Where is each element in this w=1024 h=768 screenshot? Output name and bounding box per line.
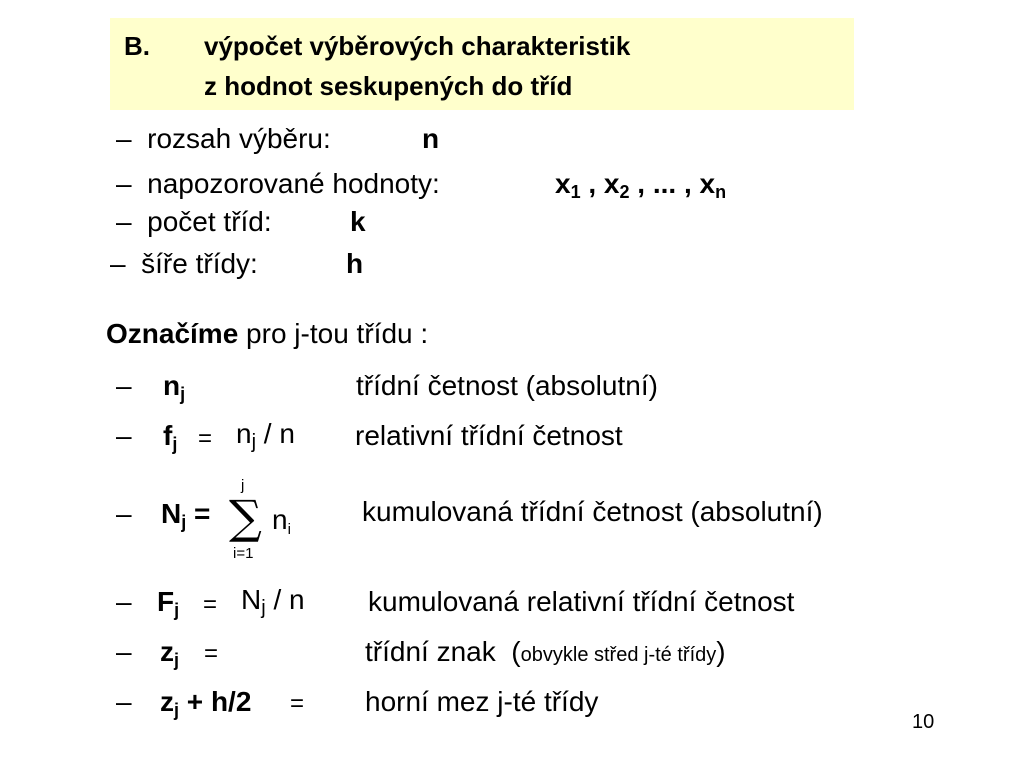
equals-fj: = [198, 425, 213, 452]
param-label: napozorované hodnoty: [147, 168, 440, 199]
desc-zj: třídní znak (obvykle střed j-té třídy) [365, 636, 726, 667]
bullet: – [116, 686, 132, 717]
param-width [110, 250, 258, 278]
param-value-x: $x_1$ , $x_2$ , ... , $x_n$ [555, 168, 727, 202]
sum-sigma: ∑ [229, 490, 262, 544]
equals-Fj: = [203, 591, 218, 618]
sum-upper-limit: j [241, 477, 245, 494]
bullet: – [116, 370, 132, 401]
equals-zj: = [204, 640, 219, 667]
desc-fj: relativní třídní četnost [355, 420, 623, 451]
sum-lower-limit: i=1 [233, 545, 254, 562]
param-label: počet tříd: [147, 206, 272, 237]
param-label: šíře třídy: [141, 248, 258, 279]
title-line1: výpočet výběrových charakteristik [204, 31, 631, 61]
desc-zjh: horní mez j-té třídy [365, 686, 599, 717]
bullet: – [116, 168, 132, 199]
bullet: – [116, 498, 132, 529]
bullet: – [110, 248, 126, 279]
desc-Fj: kumulovaná relativní třídní četnost [368, 586, 795, 617]
title-marker: B. [124, 31, 150, 61]
bullet: – [116, 420, 132, 451]
symbol-Fj: $F_j$ [157, 586, 180, 620]
param-value-k: k [350, 206, 366, 237]
symbol-nj: $n_j$ [163, 370, 186, 404]
rhs-fj: $n_j$ / n [236, 418, 295, 453]
param-classes [116, 208, 272, 236]
param-range [116, 125, 331, 153]
symbol-Nj: $N_j$ = [161, 498, 211, 532]
param-label: rozsah výběru: [147, 123, 331, 154]
bullet: – [116, 636, 132, 667]
desc-nj: třídní četnost (absolutní) [356, 370, 658, 401]
symbol-fj: $f_j$ [163, 420, 178, 454]
bullet: – [116, 123, 132, 154]
page-number: 10 [912, 711, 935, 733]
bullet: – [116, 586, 132, 617]
desc-Nj: kumulovaná třídní četnost (absolutní) [362, 496, 823, 527]
rhs-Fj: $N_j$ / n [241, 584, 305, 619]
equals-zjh: = [290, 690, 305, 717]
title-line2: z hodnot seskupených do tříd [204, 71, 573, 101]
param-observed [116, 170, 440, 198]
param-value-n: n [422, 123, 440, 154]
bullet: – [116, 206, 132, 237]
sum-term: $n_i$ [272, 504, 291, 538]
param-value-h: h [346, 248, 364, 279]
intro-line: Označíme pro j-tou třídu : [106, 318, 429, 349]
symbol-zj: $z_j$ [160, 636, 180, 670]
symbol-zj-plus-h: $z_j + h/2$ [160, 686, 252, 720]
